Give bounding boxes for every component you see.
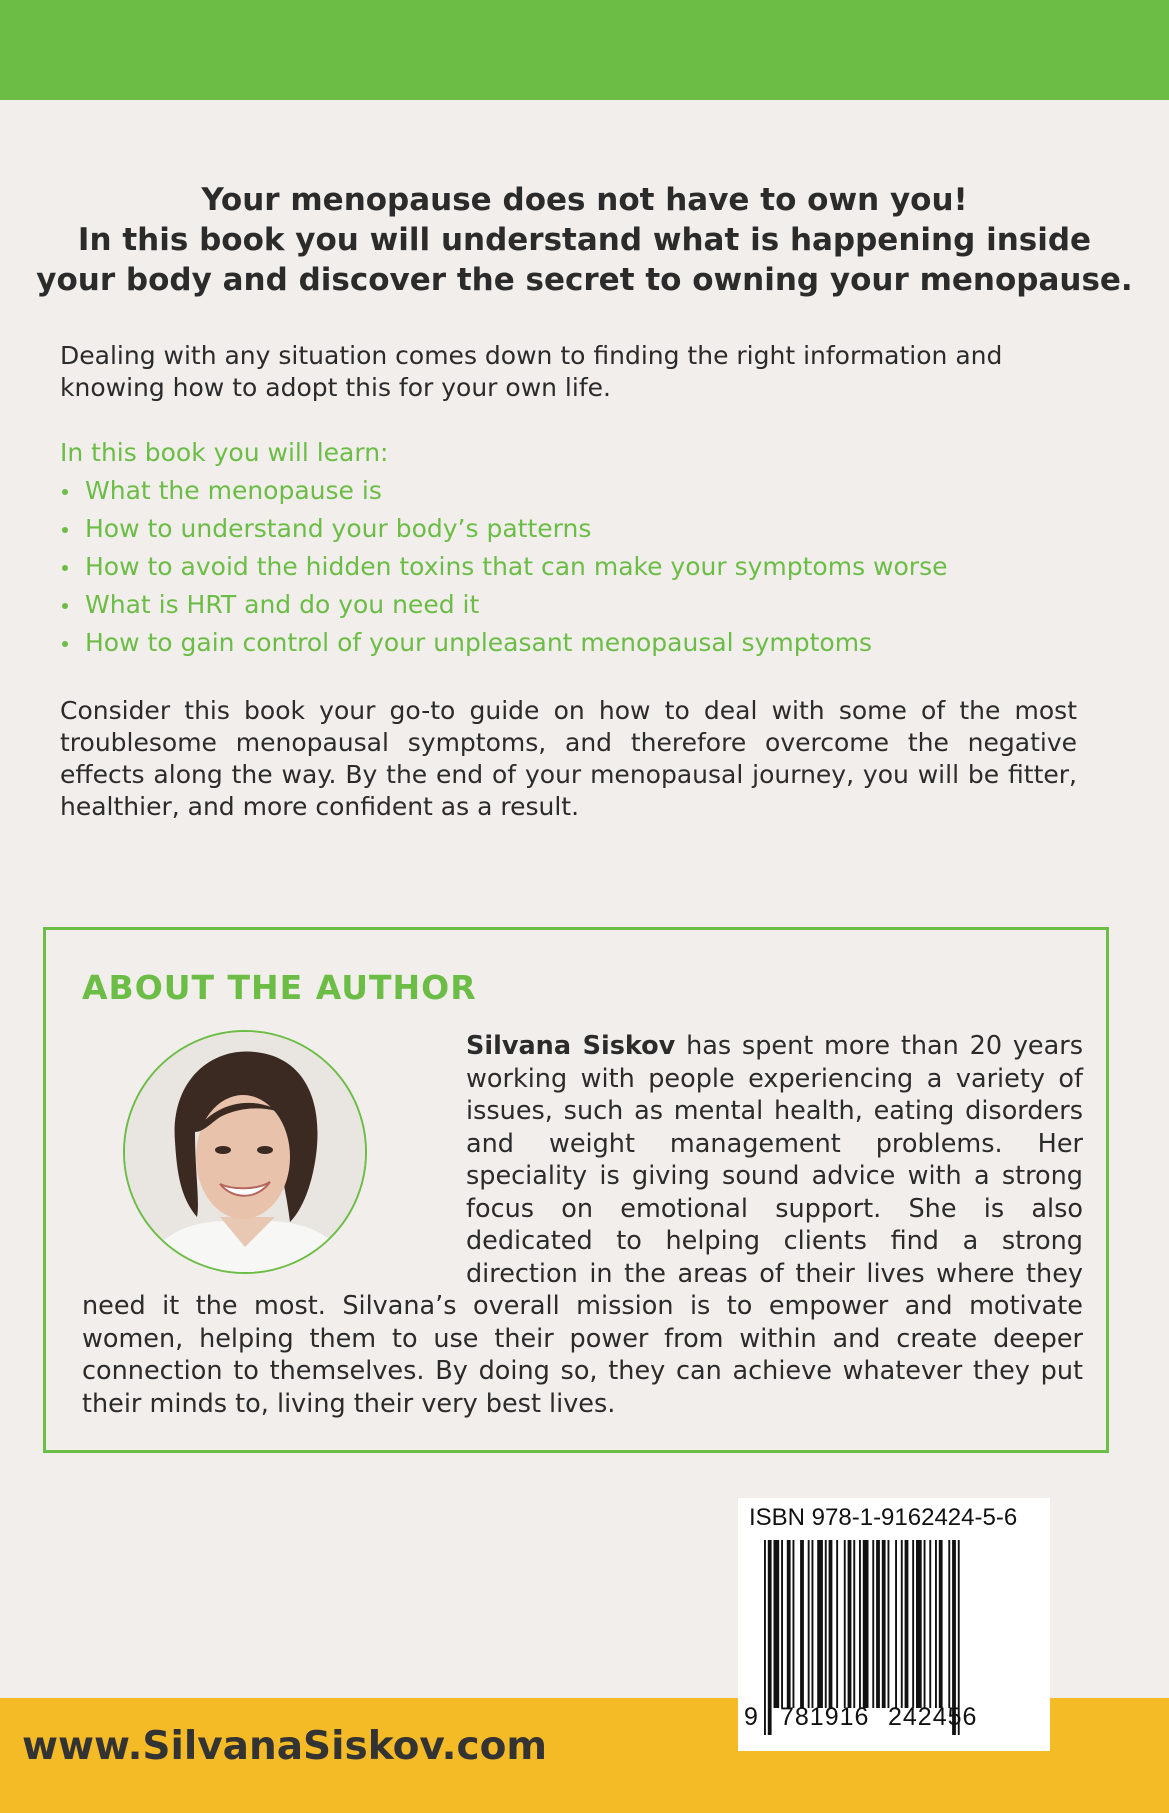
barcode-bar [812, 1540, 814, 1708]
author-name: Silvana Siskov [466, 1031, 676, 1061]
author-bio-text: has spent more than 20 years working with people experiencing a variety of issues, such as mental health, eating disorders and weight management problems. Her speciality is giving sound advice with a strong focus on emotional support. She is also dedicated to helping clients find a strong direction in the areas of their lives where they need it the most. Silvana’s overall mission is to empower and motivate women, helping them to use their power from within and create deeper connection to themselves. By doing so, they can achieve whatever they put their minds to, living their very best lives. [82, 1031, 1083, 1419]
author-portrait-illustration [125, 1032, 365, 1272]
list-item: How to gain control of your unpleasant menopausal symptoms [60, 624, 1120, 662]
about-author-box [43, 927, 1109, 1453]
barcode-bar [912, 1540, 914, 1708]
consider-paragraph: Consider this book your go-to guide on how to deal with some of the most troublesome menopausal symptoms, and therefore overcome the negative effects along the way. By the end of your menopausal journey, you will be fitter, healthier, and more confident as a result. [60, 696, 1077, 821]
barcode-bar [876, 1540, 880, 1708]
barcode-bar [924, 1540, 926, 1708]
barcode-bar [764, 1540, 766, 1735]
barcode-bar [793, 1540, 795, 1708]
barcode-bar [781, 1540, 783, 1708]
list-item: How to understand your body’s patterns [60, 510, 1120, 548]
barcode-bar [872, 1540, 874, 1708]
isbn-label: ISBN 978-1-9162424-5-6 [749, 1504, 1018, 1531]
barcode-bar [774, 1540, 780, 1708]
barcode-bar [787, 1540, 791, 1708]
headline-line-3: your body and discover the secret to owning your menopause. [36, 262, 1133, 298]
barcode-digits-left: 781916 [780, 1703, 870, 1731]
barcode-bar [905, 1540, 909, 1708]
barcode-bar [848, 1540, 852, 1708]
barcode-bar [829, 1540, 833, 1708]
barcode-bar [939, 1540, 943, 1708]
barcode-bar [859, 1540, 861, 1708]
barcode-bar [808, 1540, 810, 1708]
barcode-bar [825, 1540, 827, 1708]
list-item: What the menopause is [60, 472, 1120, 510]
about-author-heading: ABOUT THE AUTHOR [82, 968, 477, 1007]
list-item: How to avoid the hidden toxins that can make your symptoms worse [60, 548, 1120, 586]
barcode-bar [935, 1540, 937, 1708]
author-photo [123, 1030, 367, 1274]
barcode-digits-right: 242456 [888, 1703, 978, 1731]
barcode-bar [895, 1540, 897, 1708]
headline [0, 180, 1169, 300]
barcode-bar [844, 1540, 846, 1708]
learn-list [60, 472, 1120, 662]
headline-line-1: Your menopause does not have to own you! [201, 182, 968, 218]
list-item: What is HRT and do you need it [60, 586, 1120, 624]
barcode-bar [929, 1540, 931, 1708]
learn-heading: In this book you will learn: [60, 438, 389, 467]
barcode-bar [863, 1540, 869, 1708]
barcode-bar [948, 1540, 950, 1708]
barcode-digit-first: 9 [744, 1703, 758, 1731]
isbn-barcode [738, 1498, 1050, 1751]
barcode-bar [768, 1540, 772, 1735]
learn-section [60, 434, 1120, 662]
barcode-bar [916, 1540, 922, 1708]
barcode-bar [882, 1540, 886, 1708]
barcode-bar [901, 1540, 903, 1708]
intro-paragraph: Dealing with any situation comes down to finding the right information and knowing how to adopt this for your own life. [60, 341, 1003, 402]
top-green-band [0, 0, 1169, 100]
website-link[interactable]: www.SilvanaSiskov.com [22, 1724, 548, 1769]
barcode-bar [888, 1540, 890, 1708]
headline-line-2: In this book you will understand what is happening inside [77, 222, 1092, 258]
barcode-bar [836, 1540, 838, 1708]
barcode-bar [853, 1540, 855, 1708]
barcode-bar [800, 1540, 804, 1708]
barcode-bar [817, 1540, 823, 1708]
